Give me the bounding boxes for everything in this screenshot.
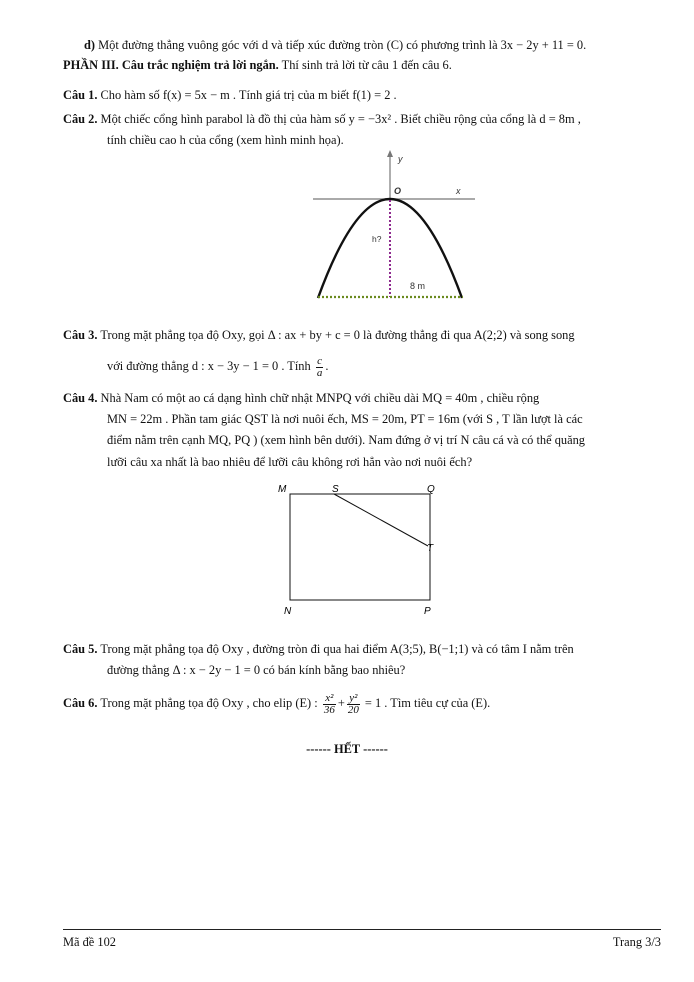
label-n: N bbox=[284, 606, 292, 617]
parabola-figure bbox=[310, 148, 480, 306]
origin-label: O bbox=[394, 186, 402, 196]
q1-text: Cho hàm số f(x) = 5x − m . Tính giá trị của m biết f(1) = 2 . bbox=[100, 88, 397, 102]
y-axis-label: y bbox=[398, 154, 403, 164]
question-5 bbox=[63, 641, 574, 657]
label-s: S bbox=[332, 484, 339, 495]
q6-plus: + bbox=[337, 696, 345, 710]
part3-heading bbox=[63, 57, 452, 73]
height-label: h? bbox=[372, 234, 382, 244]
question-2 bbox=[63, 111, 581, 127]
q6-frac2-num: y² bbox=[347, 693, 360, 705]
end-text: ------ HẾT ------ bbox=[306, 742, 388, 756]
label-m: M bbox=[278, 484, 287, 495]
part3-text: Thí sinh trả lời từ câu 1 đến câu 6. bbox=[281, 58, 452, 72]
x-axis-label: x bbox=[456, 186, 461, 196]
q6-text-b: = 1 . Tìm tiêu cự của (E). bbox=[364, 696, 491, 710]
q2-label: Câu 2. bbox=[63, 112, 98, 126]
label-t: T bbox=[427, 543, 434, 554]
question-1 bbox=[63, 87, 397, 103]
q6-frac1-num: x² bbox=[323, 693, 336, 705]
q3-line-2 bbox=[107, 354, 328, 379]
q2-text-2: tính chiều cao h của cổng (xem hình minh họa). bbox=[107, 133, 344, 147]
q5-line-2 bbox=[107, 662, 405, 678]
question-4 bbox=[63, 390, 539, 406]
footer-right: Trang 3/3 bbox=[612, 935, 661, 949]
question-6 bbox=[63, 689, 490, 717]
pond-rectangle bbox=[290, 494, 430, 600]
q4-label: Câu 4. bbox=[63, 391, 98, 405]
question-3 bbox=[63, 327, 575, 343]
q5-label: Câu 5. bbox=[63, 642, 98, 656]
q3-text-1: Trong mặt phẳng tọa độ Oxy, gọi Δ : ax + by + c = 0 là đường thẳng đi qua A(2;2) và song song bbox=[100, 328, 575, 342]
q3-frac-den: a bbox=[316, 366, 323, 379]
footer-rule bbox=[63, 929, 661, 930]
q3-fraction bbox=[316, 356, 324, 379]
q4-line-2 bbox=[107, 411, 583, 427]
q4-text-1: Nhà Nam có một ao cá dạng hình chữ nhật MNPQ với chiều dài MQ = 40m , chiều rộng bbox=[100, 391, 540, 405]
y-axis-arrow bbox=[387, 150, 393, 157]
q6-frac2-den: 20 bbox=[347, 703, 359, 716]
q2-line-2 bbox=[107, 132, 344, 148]
q5-text-2: đường thẳng Δ : x − 2y − 1 = 0 có bán kính bằng bao nhiêu? bbox=[107, 663, 406, 677]
q6-text-a: Trong mặt phẳng tọa độ Oxy , cho elip (E) : bbox=[100, 696, 318, 710]
q3-frac-num: c bbox=[317, 354, 322, 367]
item-d bbox=[84, 37, 586, 53]
q4-line-3 bbox=[107, 432, 585, 448]
q6-label: Câu 6. bbox=[63, 696, 98, 710]
q1-label: Câu 1. bbox=[63, 88, 98, 102]
footer-left: Mã đề 102 bbox=[63, 935, 116, 949]
part3-title: PHẦN III. Câu trắc nghiệm trả lời ngắn. bbox=[63, 58, 279, 72]
label-p: P bbox=[424, 606, 431, 617]
q4-text-4: lưỡi câu xa nhất là bao nhiêu để lưỡi câu không rơi hẳn vào nơi nuôi ếch? bbox=[107, 455, 473, 469]
q4-line-4 bbox=[107, 454, 472, 470]
q3-text-2b: . bbox=[325, 359, 329, 373]
q2-text-1: Một chiếc cổng hình parabol là đồ thị của hàm số y = −3x² . Biết chiều rộng của cổng là d = 8m , bbox=[100, 112, 581, 126]
q6-fraction-1 bbox=[323, 693, 336, 716]
width-label: 8 m bbox=[410, 281, 426, 291]
q3-text-2a: với đường thẳng d : x − 3y − 1 = 0 . Tính bbox=[107, 359, 311, 373]
segment-st bbox=[334, 494, 428, 546]
q5-text-1: Trong mặt phẳng tọa độ Oxy , đường tròn đi qua hai điểm A(3;5), B(−1;1) và có tâm I nằm trên bbox=[100, 642, 574, 656]
item-d-label: d) bbox=[84, 38, 96, 52]
q4-text-2: MN = 22m . Phần tam giác QST là nơi nuôi ếch, MS = 20m, PT = 16m (với S , T lần lượt là các bbox=[107, 412, 583, 426]
q3-label: Câu 3. bbox=[63, 328, 98, 342]
label-q: Q bbox=[427, 484, 435, 495]
q4-text-3: điểm nằm trên cạnh MQ, PQ ) (xem hình bên dưới). Nam đứng ở vị trí N câu cá và có thể quăng bbox=[107, 433, 585, 447]
item-d-text: Một đường thẳng vuông góc với d và tiếp xúc đường tròn (C) có phương trình là 3x − 2y + 11 = 0. bbox=[98, 38, 587, 52]
q6-frac1-den: 36 bbox=[323, 703, 335, 716]
q6-fraction-2 bbox=[347, 693, 360, 716]
end-marker bbox=[0, 741, 694, 757]
pond-figure bbox=[270, 478, 445, 623]
